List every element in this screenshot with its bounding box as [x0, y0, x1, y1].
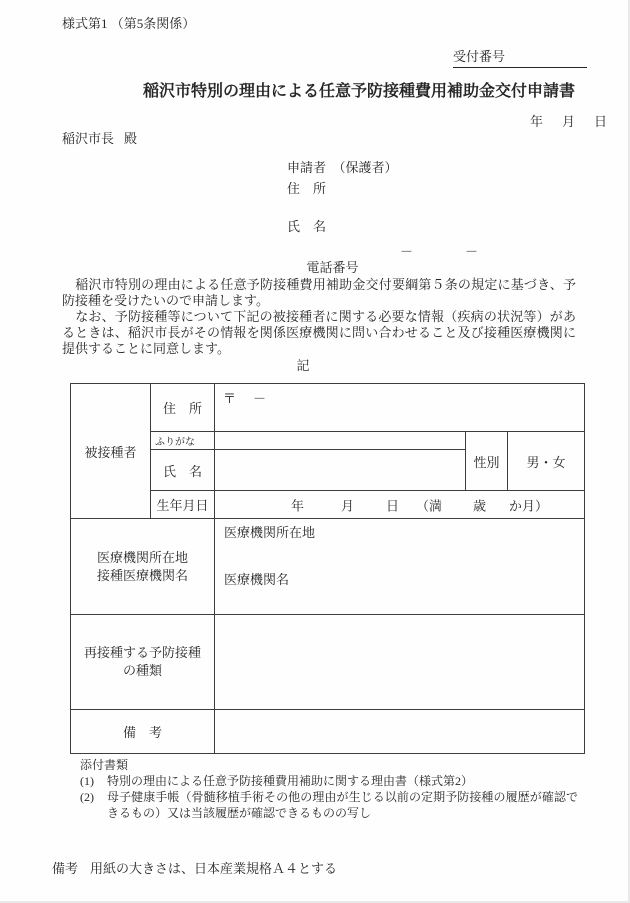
footer-note-text: 用紙の大きさは、日本産業規格Ａ４とする — [90, 861, 338, 876]
table-row-vaccine-type — [71, 615, 585, 710]
form-title: 稲沢市特別の理由による任意予防接種費用補助金交付申請書 — [143, 83, 576, 100]
address-input-cell — [215, 384, 585, 432]
furigana-input-cell — [215, 432, 466, 450]
recipient-info-table — [70, 383, 585, 754]
medical-label-line-2: 接種医療機関名 — [96, 567, 188, 583]
vaccine-type-input-cell — [215, 615, 585, 710]
ki-marker: 記 — [296, 358, 310, 373]
birth-age-months-label: か月） — [509, 498, 549, 513]
medical-name-caption: 医療機関名 — [224, 572, 290, 587]
applicant-heading: 申請者 （保護者） — [287, 160, 398, 175]
attachment-1-text: 特別の理由による任意予防接種費用補助に関する理由書（様式第2） — [107, 774, 474, 788]
name-input-cell — [215, 450, 466, 491]
birthdate-input-cell — [215, 491, 585, 519]
vaccine-label-line-1: 再接種する予防接種 — [83, 645, 201, 660]
birth-year-label: 年 — [291, 498, 305, 513]
birth-month-label: 月 — [341, 498, 355, 513]
table-row-address — [71, 384, 585, 432]
medical-location-caption: 医療機関所在地 — [224, 525, 316, 540]
applicant-name-label: 氏 名 — [287, 219, 327, 234]
form-number: 様式第1 （第5条関係） — [62, 16, 196, 31]
footer-note — [52, 858, 337, 877]
attachment-1-number: (1) — [80, 774, 94, 788]
receipt-number-field — [453, 46, 587, 68]
recipient-group-label: 被接種者 — [71, 384, 151, 519]
vaccine-label-line-2: の種類 — [122, 663, 162, 678]
body-paragraph-1: 稲沢市特別の理由による任意予防接種費用補助金交付要綱第５条の規定に基づき、予防接種を受けたいので申請します。 — [62, 277, 576, 308]
receipt-number-label: 受付番号 — [453, 49, 506, 64]
birth-age-years-label: 歳 — [473, 498, 487, 513]
applicant-block — [287, 157, 587, 275]
table-row-remarks — [71, 710, 585, 754]
name-row-label: 氏 名 — [151, 450, 215, 491]
table-row-medical-institution — [71, 519, 585, 615]
postal-code-dash: － — [253, 391, 267, 406]
vaccine-type-row-label — [71, 615, 215, 710]
medical-institution-row-label — [71, 519, 215, 615]
addressee-honorific: 殿 — [124, 131, 138, 146]
birthdate-row-label: 生年月日 — [151, 491, 215, 519]
addressee-line — [62, 128, 137, 147]
phone-label: 電話番号 — [306, 260, 359, 275]
sex-value: 男・女 — [508, 432, 585, 491]
body-paragraphs — [62, 277, 576, 357]
footer-note-label: 備考 — [52, 861, 79, 876]
postal-mark: 〒 — [223, 391, 237, 406]
furigana-row-label: ふりがな — [151, 432, 215, 450]
date-month-label: 月 — [562, 114, 576, 129]
remarks-input-cell — [215, 710, 585, 754]
date-line — [530, 111, 607, 130]
sex-label: 性別 — [466, 432, 508, 491]
attachments-section — [80, 757, 578, 821]
attachment-2-number: (2) — [80, 790, 94, 804]
attachment-item-1 — [80, 773, 578, 789]
addressee-name: 稲沢市長 — [62, 131, 115, 146]
attachment-item-2 — [80, 789, 578, 821]
phone-dash-2: － — [465, 244, 479, 259]
birth-age-open-label: （満 — [416, 498, 443, 513]
medical-label-line-1: 医療機関所在地 — [96, 549, 188, 565]
medical-institution-input-cell — [215, 519, 585, 615]
applicant-address-label: 住 所 — [287, 181, 327, 196]
birth-day-label: 日 — [386, 498, 400, 513]
attachment-2-text: 母子健康手帳（骨髄移植手術その他の理由が生じる以前の定期予防接種の履歴が確認できるもの）又は当該履歴が確認できるものの写し — [107, 790, 578, 820]
body-paragraph-2: なお、予防接種等について下記の被接種者に関する必要な情報（疾病の状況等）があるときは、稲沢市長がその情報を関係医療機関に問い合わせること及び接種医療機関に提供することに同意します。 — [62, 309, 576, 356]
remarks-row-label: 備 考 — [71, 710, 215, 754]
address-row-label: 住 所 — [151, 384, 215, 432]
date-day-label: 日 — [594, 114, 608, 129]
phone-dash-1: － — [400, 244, 414, 259]
attachments-heading: 添付書類 — [80, 758, 129, 772]
date-year-label: 年 — [530, 114, 544, 129]
